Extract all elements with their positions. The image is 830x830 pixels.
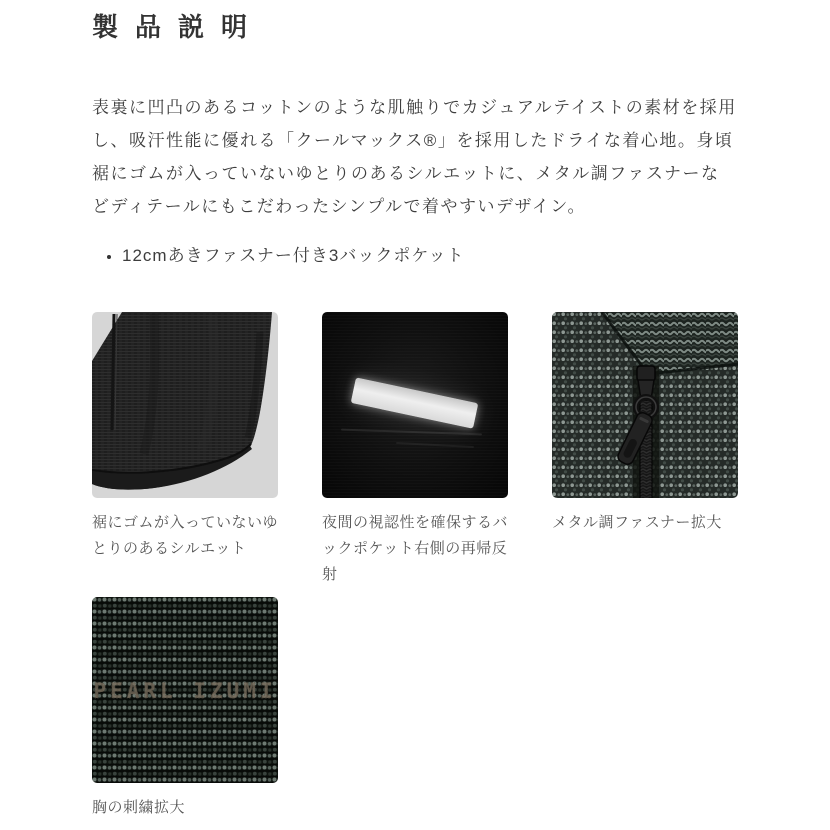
embroidery-photo [92,597,278,783]
product-description-text: 表裏に凹凸のあるコットンのような肌触りでカジュアルテイストの素材を採用し、吸汗性能に優れる「クールマックス®」を採用したドライな着心地。身頃裾にゴムが入っていないゆとりのあるシルエットに、メタル調ファスナーなどディテールにもこだわったシンプルで着やすいデザイン。 [92,98,737,217]
embroidery-photo-art [92,597,278,783]
zipper-photo [552,312,738,498]
hem-photo-art [92,312,278,498]
feature-item: • 12cmあきファスナー付き3バックポケット [122,239,738,272]
reflector-caption: 夜間の視認性を確保するバックポケット右側の再帰反射 [322,514,509,584]
section-heading: 製品説明 [92,12,265,42]
hem-photo [92,312,278,498]
reflector-photo [322,312,508,498]
figure-embroidery [92,597,278,821]
figure-zipper [552,312,738,536]
pocket-seam-line [396,442,474,448]
detail-photo-row-2 [92,597,738,821]
figure-reflector [322,312,508,588]
reflective-strip [350,378,477,429]
embroidery-text: PEARL IZUMI [93,679,277,704]
embroidery-caption: 胸の刺繍拡大 [92,799,186,817]
detail-photo-row-1 [92,312,738,588]
zipper-photo-art [552,312,738,498]
figure-hem [92,312,278,562]
hem-caption: 裾にゴムが入っていないゆとりのあるシルエット [92,514,279,558]
pocket-seam-line [341,429,482,436]
zipper-caption: メタル調ファスナー拡大 [552,514,722,532]
feature-list [92,239,738,272]
